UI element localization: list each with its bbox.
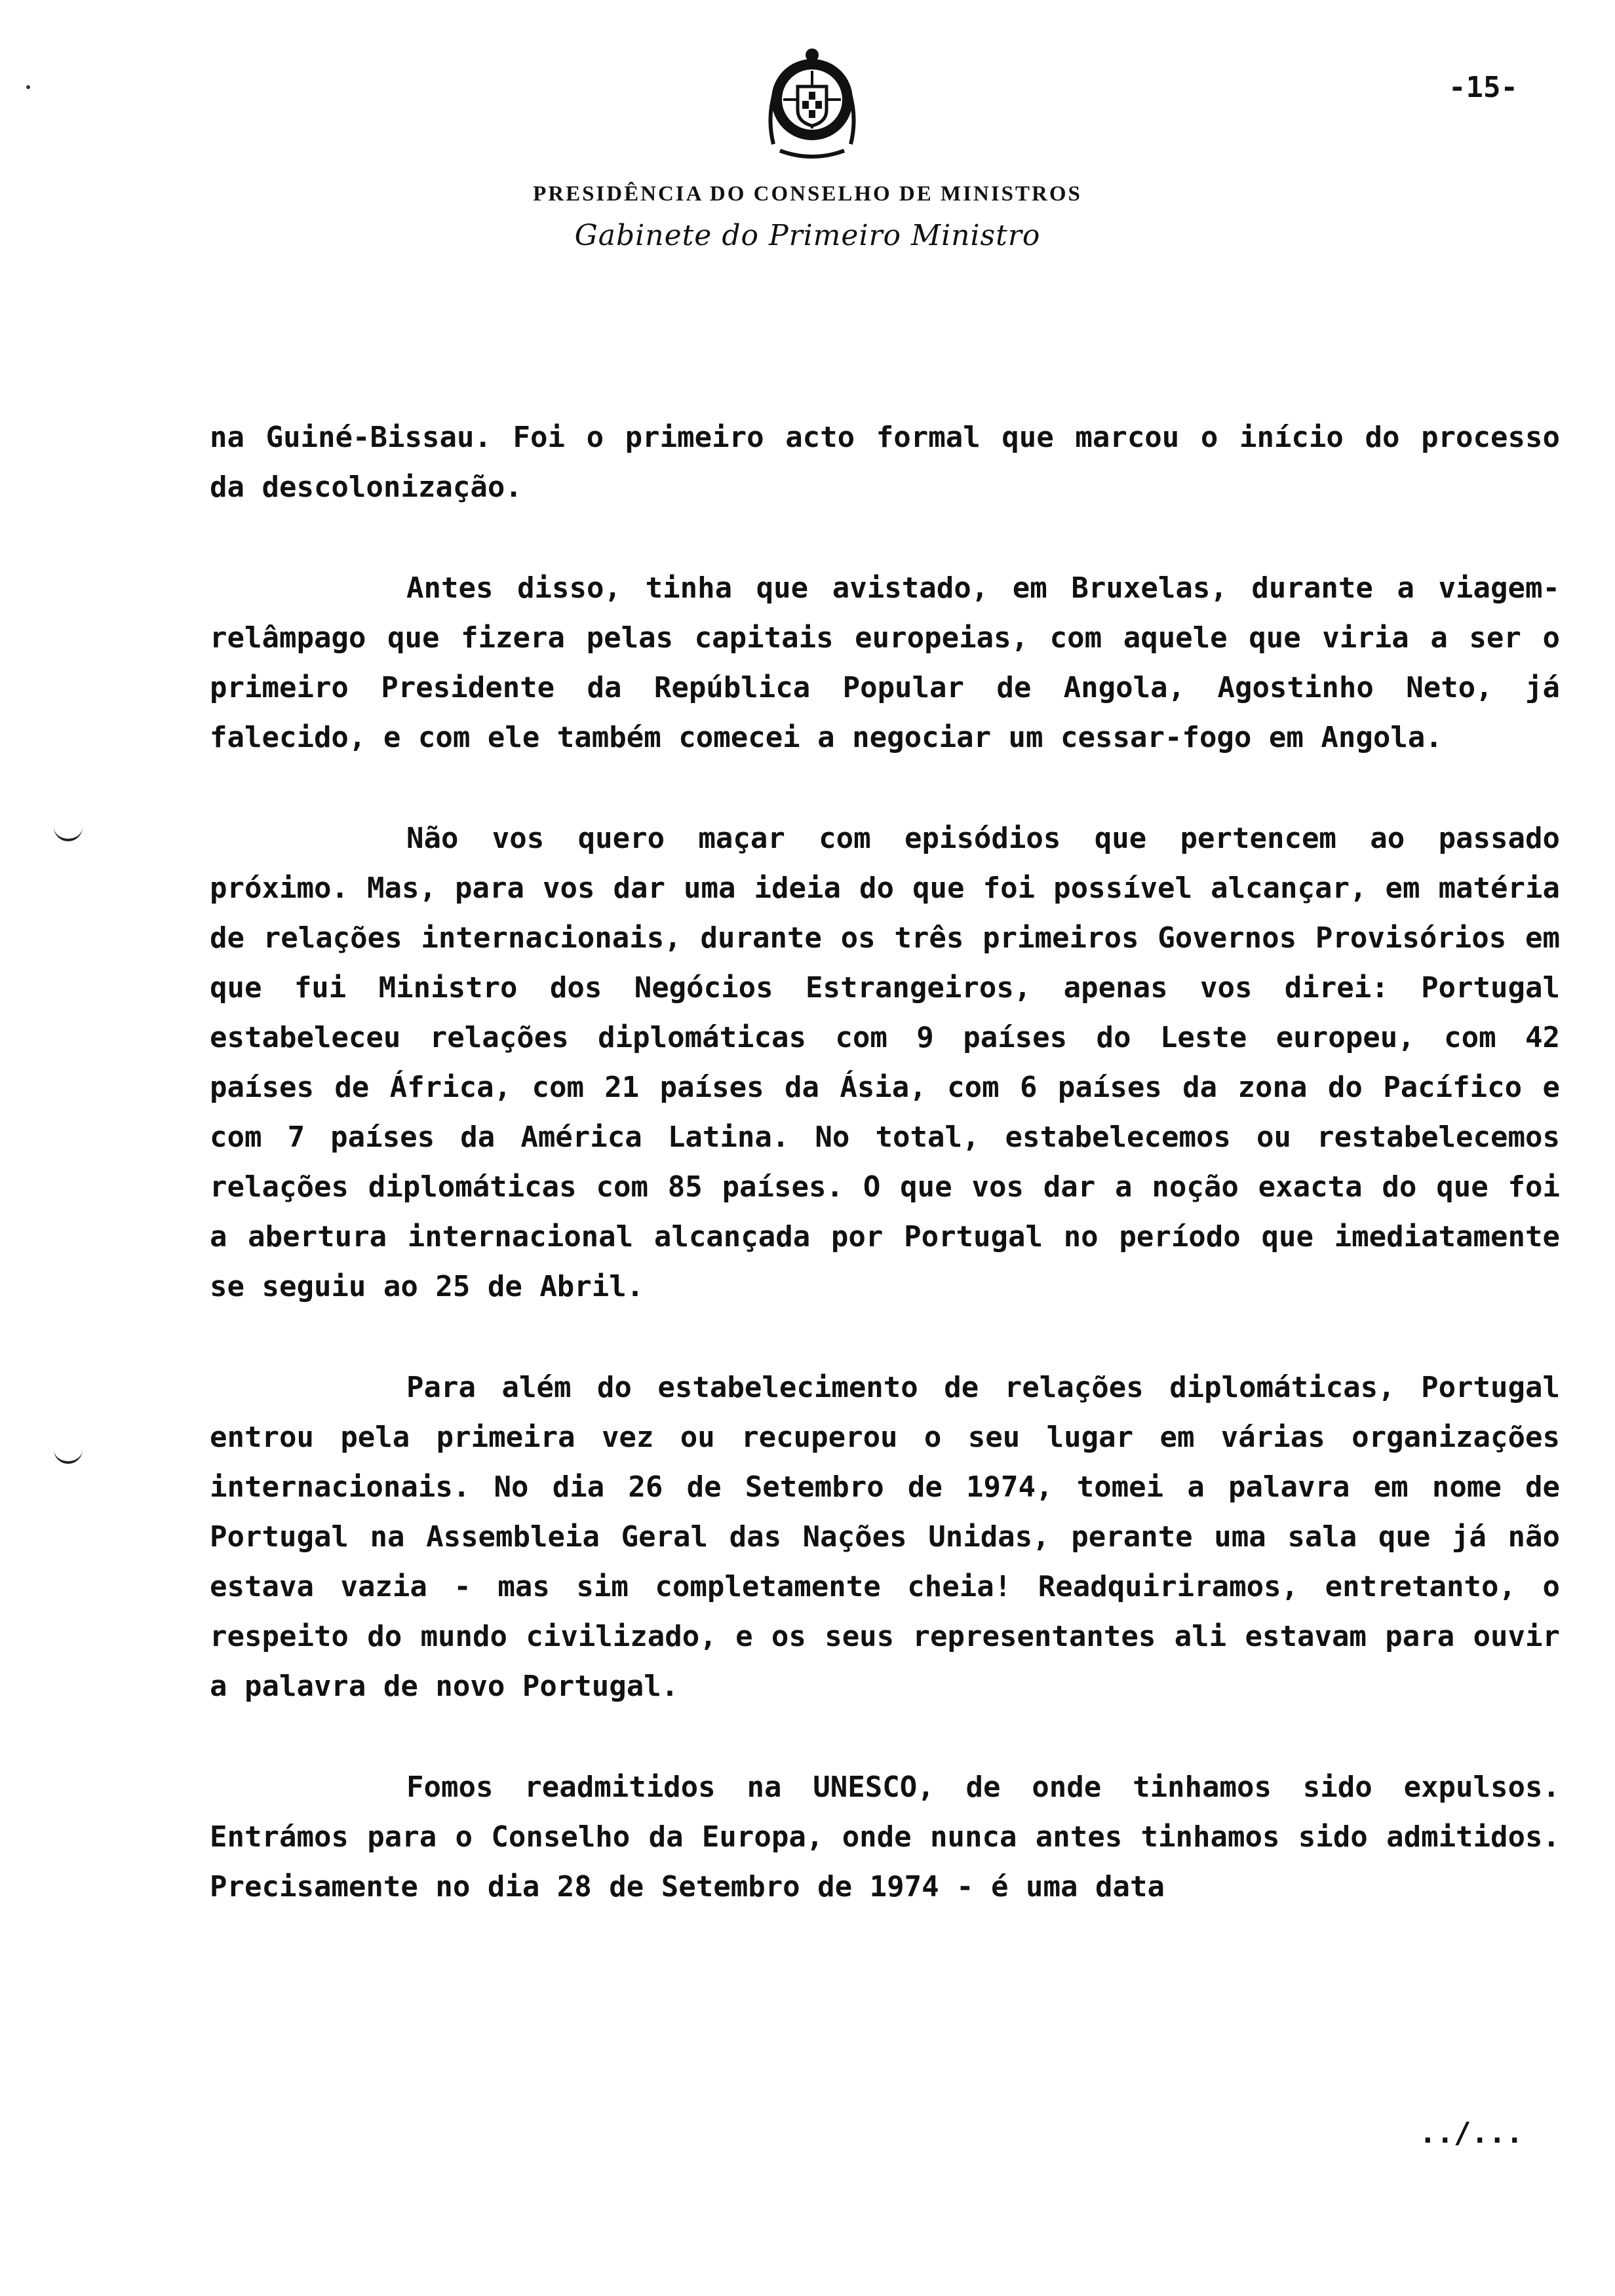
paragraph-3: Não vos quero maçar com episódios que pertencem ao passado próximo. Mas, para vos dar uma ideia do que foi possível alcançar, em matéria de relações internacionais, durante os três primeiros Governos Provisórios em que fui Ministro dos Negócios Estrangeiros, apenas vos direi: Portugal estabeleceu relações diplomáticas com 9 países do Leste europeu, com 42 países de África, com 21 países da Ásia, com 6 países da zona do Pacífico e com 7 países da América Latina. No total, estabelecemos ou restabelecemos relações diplomáticas com 85 países. O que vos dar a noção exacta do que foi a abertura internacional alcançada por Portugal no período que imediatamente se seguiu ao 25 de Abril.	[210, 822, 1560, 1303]
paragraph-2: Antes disso, tinha que avistado, em Bruxelas, durante a viagem-relâmpago que fizera pelas capitais europeias, com aquele que viria a ser o primeiro Presidente da República Popular de Angola, Agostinho Neto, já falecido, e com ele também comecei a negociar um cessar-fogo em Angola.	[210, 571, 1560, 754]
paragraph-4: Para além do estabelecimento de relações diplomáticas, Portugal entrou pela primeira vez ou recuperou o seu lugar em várias organizações internacionais. No dia 26 de Setembro de 1974, tomei a palavra em nome de Portugal na Assembleia Geral das Nações Unidas, perante uma sala que já não estava vazia - mas sim completamente cheia! Readquiriramos, entretanto, o respeito do mundo civilizado, e os seus representantes ali estavam para ouvir a palavra de novo Portugal.	[210, 1371, 1560, 1703]
page-number: -15-	[1449, 71, 1518, 104]
continuation-marker: ../...	[1419, 2116, 1523, 2150]
cabinet-subheading: Gabinete do Primeiro Ministro	[574, 219, 1041, 252]
institution-heading: PRESIDÊNCIA DO CONSELHO DE MINISTROS	[533, 182, 1082, 206]
document-body	[210, 413, 1560, 1912]
margin-tick-mark	[54, 827, 83, 841]
coat-of-arms-icon	[760, 46, 864, 164]
paragraph-1: na Guiné-Bissau. Foi o primeiro acto formal que marcou o início do processo da descolonização.	[210, 421, 1560, 504]
margin-tick-mark	[54, 1449, 83, 1464]
margin-dot	[26, 85, 30, 89]
paragraph-5: Fomos readmitidos na UNESCO, de onde tinhamos sido expulsos. Entrámos para o Conselho da Europa, onde nunca antes tinhamos sido admitidos. Precisamente no dia 28 de Setembro de 1974 - é uma data	[210, 1770, 1560, 1904]
